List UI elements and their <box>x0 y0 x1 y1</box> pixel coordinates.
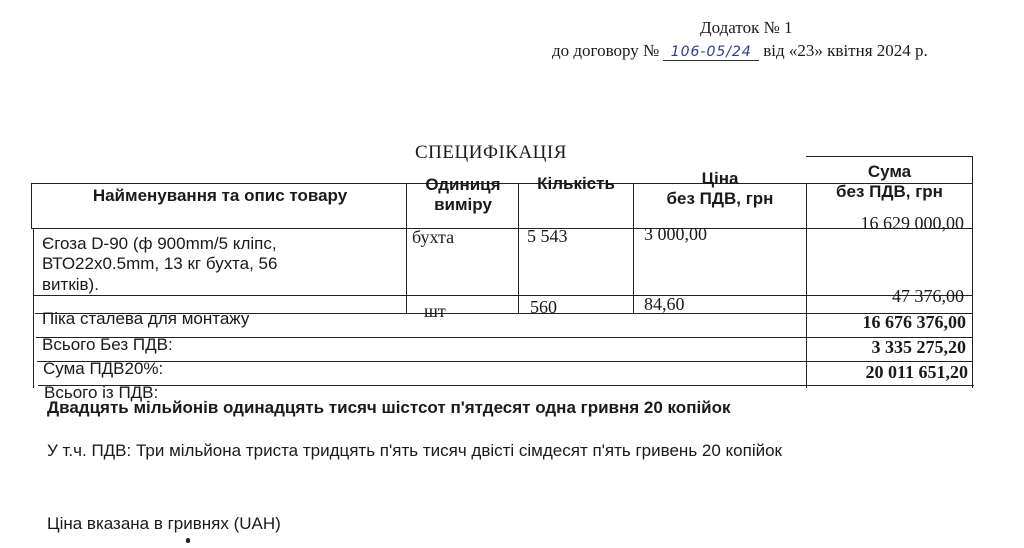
column-header-price-line1: Ціна <box>701 169 739 188</box>
total-with-vat-label: Всього із ПДВ: <box>44 383 159 402</box>
column-header-price-line2: без ПДВ, грн <box>666 188 774 208</box>
column-header-unit <box>408 175 518 214</box>
ink-mark <box>186 538 190 543</box>
table-row <box>42 309 402 329</box>
item-name-line1: Піка сталева для монтажу <box>42 309 250 328</box>
item-qty: 5 543 <box>527 226 568 246</box>
item-sum: 16 629 000,00 <box>860 213 964 233</box>
column-header-unit-line1: Одиниця <box>425 175 501 194</box>
item-qty: 560 <box>530 297 557 317</box>
item-name-line3: витків). <box>42 274 99 294</box>
total-with-vat-value: 20 011 651,20 <box>865 362 968 382</box>
item-price: 84,60 <box>644 294 685 314</box>
column-header-sum <box>808 162 971 201</box>
item-name-line2: ВТО22х0.5mm, 13 кг бухта, 56 <box>42 254 278 274</box>
column-header-sum-line1: Сума <box>867 162 912 181</box>
table-column-divider <box>406 183 407 314</box>
item-price: 3 000,00 <box>644 224 707 244</box>
contract-date: від «23» квітня 2024 р. <box>763 41 928 60</box>
table-row-divider <box>38 385 974 386</box>
amount-in-words: Двадцять мільйонів одинадцять тисяч шістсот п'ятдесят одна гривня 20 копійок <box>47 398 731 417</box>
table-border-left <box>33 228 34 388</box>
column-header-name: Найменування та опис товару <box>92 186 348 205</box>
item-unit: шт <box>424 301 446 321</box>
table-column-divider <box>633 183 634 314</box>
column-header-unit-line2: виміру <box>434 194 492 214</box>
vat-value: 3 335 275,20 <box>871 337 966 357</box>
document-title: СПЕЦИФІКАЦІЯ <box>415 142 567 163</box>
column-header-sum-line2: без ПДВ, грн <box>836 181 943 201</box>
item-name-line1: Єгоза D-90 (ф 900mm/5 кліпс, <box>42 234 277 253</box>
currency-note: Ціна вказана в гривнях (UAH) <box>47 514 281 533</box>
appendix-label: Додаток № 1 <box>700 18 793 37</box>
total-without-vat-value: 16 676 376,00 <box>862 312 966 332</box>
column-header-price <box>636 169 804 208</box>
table-column-divider <box>518 183 519 314</box>
item-unit: бухта <box>412 227 455 247</box>
table-border-right <box>972 156 973 388</box>
vat-label: Сума ПДВ20%: <box>43 359 164 378</box>
total-without-vat-label: Всього Без ПДВ: <box>42 335 173 354</box>
table-border-top-right <box>806 156 973 157</box>
table-column-divider <box>806 183 807 388</box>
item-sum: 47 376,00 <box>892 286 964 306</box>
vat-in-words: У т.ч. ПДВ: Три мільйона триста тридцять п'ять тисяч двісті сімдесят п'ять гривень 20 копійок <box>47 441 782 460</box>
table-row <box>42 234 402 295</box>
table-border-left <box>31 183 32 229</box>
contract-prefix: до договору № <box>552 41 660 60</box>
contract-number: 106-05/24 <box>663 44 759 61</box>
column-header-qty: Кількість <box>537 174 615 193</box>
